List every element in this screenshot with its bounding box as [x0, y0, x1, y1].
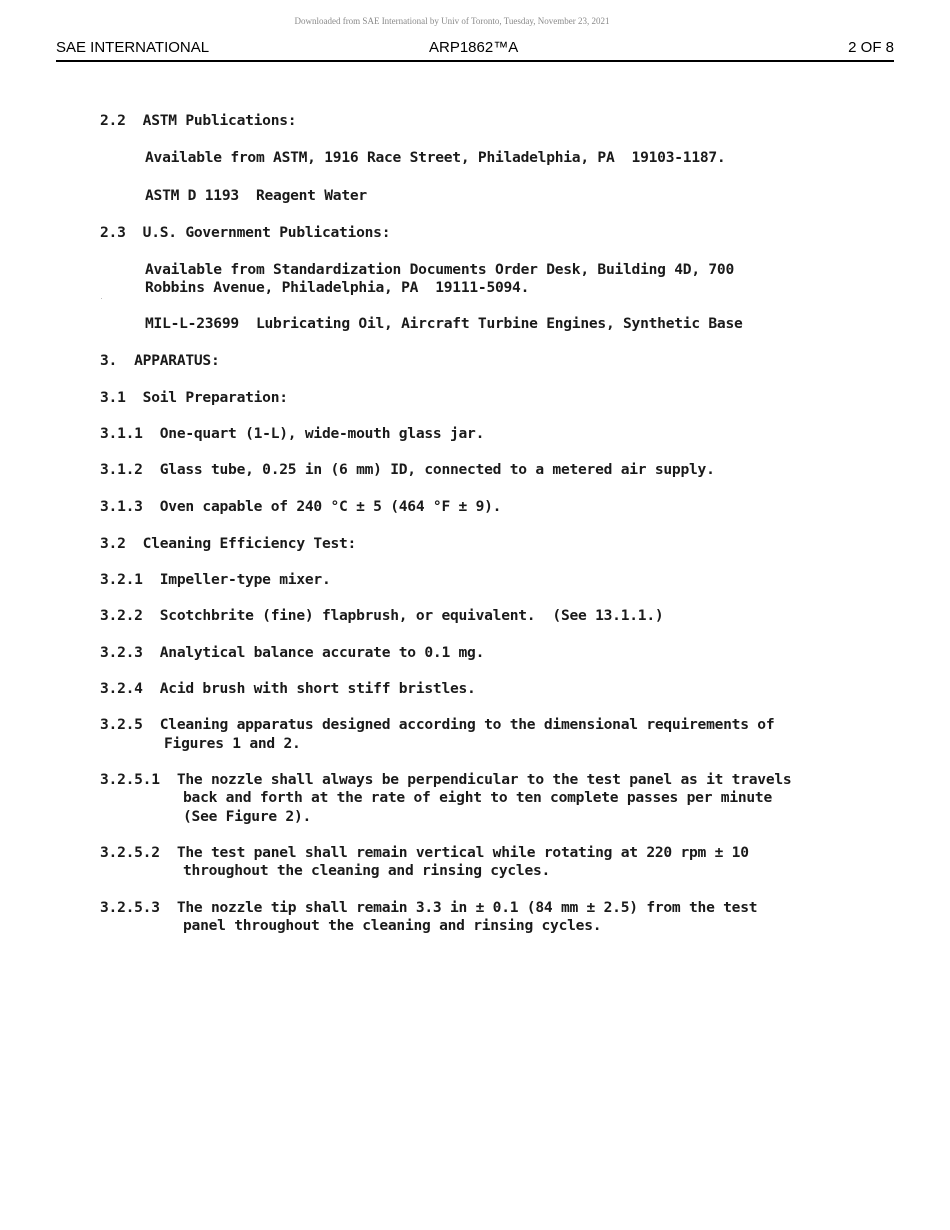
astm-availability: Available from ASTM, 1916 Race Street, Philadelphia, PA 19103-1187. — [145, 149, 726, 166]
item-3-2-5-1-line-3: (See Figure 2). — [183, 808, 312, 825]
item-3-2-5-line-1: 3.2.5 Cleaning apparatus designed according to the dimensional requirements of — [100, 716, 775, 733]
us-gov-availability-line-2: Robbins Avenue, Philadelphia, PA 19111-5094. — [145, 279, 530, 296]
section-2-2-heading: 2.2 ASTM Publications: — [100, 112, 297, 129]
item-3-2-1: 3.2.1 Impeller-type mixer. — [100, 571, 331, 588]
section-3-1-heading: 3.1 Soil Preparation: — [100, 389, 288, 406]
item-3-2-3: 3.2.3 Analytical balance accurate to 0.1 mg. — [100, 644, 485, 661]
section-2-3-heading: 2.3 U.S. Government Publications: — [100, 224, 391, 241]
item-3-1-1: 3.1.1 One-quart (1-L), wide-mouth glass jar. — [100, 425, 485, 442]
us-gov-reference: MIL-L-23699 Lubricating Oil, Aircraft Turbine Engines, Synthetic Base — [145, 315, 743, 332]
header-page-indicator: 2 OF 8 — [848, 39, 894, 56]
item-3-1-2: 3.1.2 Glass tube, 0.25 in (6 mm) ID, connected to a metered air supply. — [100, 461, 715, 478]
item-3-2-5-3-line-2: panel throughout the cleaning and rinsing cycles. — [183, 917, 602, 934]
item-3-1-3: 3.1.3 Oven capable of 240 °C ± 5 (464 °F ± 9). — [100, 498, 502, 515]
section-3-2-heading: 3.2 Cleaning Efficiency Test: — [100, 535, 357, 552]
item-3-2-5-2-line-2: throughout the cleaning and rinsing cycles. — [183, 862, 551, 879]
astm-reference: ASTM D 1193 Reagent Water — [145, 187, 367, 204]
page-header — [56, 38, 894, 62]
header-organization: SAE INTERNATIONAL — [56, 39, 210, 56]
item-3-2-5-1-line-1: 3.2.5.1 The nozzle shall always be perpendicular to the test panel as it travels — [100, 771, 792, 788]
download-notice: Downloaded from SAE International by Univ of Toronto, Tuesday, November 23, 2021 — [294, 16, 610, 26]
item-3-2-2: 3.2.2 Scotchbrite (fine) flapbrush, or equivalent. (See 13.1.1.) — [100, 607, 664, 624]
item-3-2-5-1-line-2: back and forth at the rate of eight to ten complete passes per minute — [183, 789, 772, 806]
header-document-number: ARP1862™A — [429, 39, 519, 56]
us-gov-availability-line-1: Available from Standardization Documents Order Desk, Building 4D, 700 — [145, 261, 734, 278]
item-3-2-5-line-2: Figures 1 and 2. — [164, 735, 301, 752]
section-3-heading: 3. APPARATUS: — [100, 352, 220, 369]
item-3-2-5-3-line-1: 3.2.5.3 The nozzle tip shall remain 3.3 in ± 0.1 (84 mm ± 2.5) from the test — [100, 899, 758, 916]
item-3-2-4: 3.2.4 Acid brush with short stiff bristles. — [100, 680, 476, 697]
item-3-2-5-2-line-1: 3.2.5.2 The test panel shall remain vertical while rotating at 220 rpm ± 10 — [100, 844, 749, 861]
scan-artifact — [101, 298, 102, 299]
